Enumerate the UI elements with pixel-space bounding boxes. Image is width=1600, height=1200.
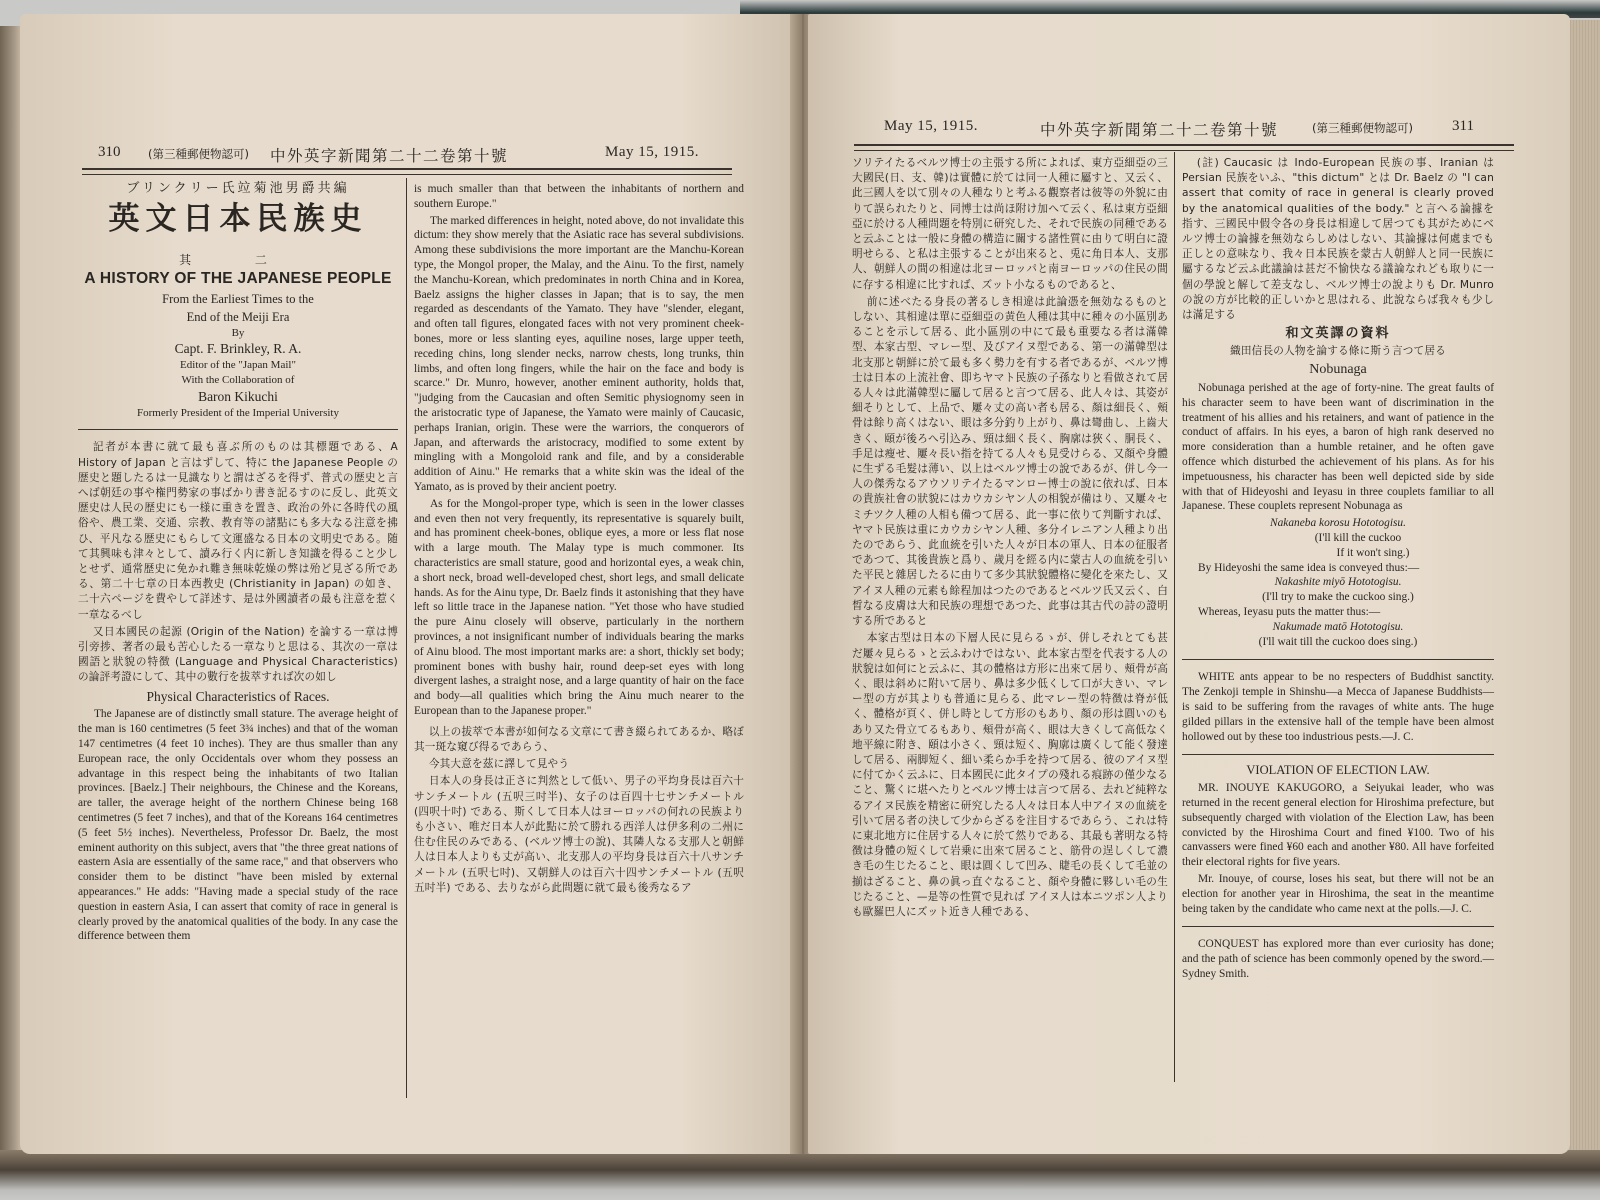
column-divider [406, 178, 407, 1098]
election-law-paragraph-2: Mr. Inouye, of course, loses his seat, but there will not be an election for another year in Hiroshima, the seat in the meantime being taken by the candidate who came next at the polls.—J. C. [1182, 872, 1494, 915]
right-page-edges [1566, 20, 1600, 1170]
translation-materials-subheading: 織田信長の人物を論する條に斯う言つて居る [1230, 345, 1446, 358]
intro-jp-paragraph-2: 又日本國民の起源 (Origin of the Nation) を論する一章は博引旁捗、著者の最も苦心したる一章なりと思はる、其次の一章は國語と狀貌の特徴 (Language and Physical Characteristics) の論評考證にして、其中の數行を拔萃すれば次の如し [78, 625, 398, 684]
physical-characteristics-text: The Japanese are of distinctly small stature. The average height of the man is 160 centimetres (5 feet 3¾ inches) and that of the woman 147 centimetres (4 feet 10 inches). They are thus smaller than any European race, the only Occidentals over whom they possess an advantage in this respect being the inhabitants of two Italian provinces. [Baelz.] Their neighbours, the Chinese and the Koreans, are taller, the average height of the northern Chinese being 168 centimetres (5 feet 7 inches), and that of the Koreans 164 centimetres (5 feet 5½ inches). Nevertheless, Professor Dr. Baelz, the most eminent authority on this subject, avers that "the three great nations of eastern Asia are essentially of the same race," and that observers who consider them to be distinct "have been misled by external appearances." He adds: "Having made a special study of the race question in eastern Asia, I can assert that comity of race in general is clearly proved by the anatomical qualities of the body. In any case the difference between them [78, 708, 398, 943]
couplet-3-intro: Whereas, Ieyasu puts the matter thus:— [1198, 605, 1381, 618]
subtitle-line-2: End of the Meiji Era [186, 310, 290, 325]
election-law-paragraph-1: MR. INOUYE KAKUGORO, a Seiyukai leader, who was returned in the recent general election for Hiroshima prefecture, but subsequently charged with violation of the Election Law, has been convicted by the Hiroshima Court and fined ¥100. Two of his canvassers were fined ¥60 each and another ¥80. All have forfeited their electoral rights for five years. [1182, 782, 1494, 869]
jp-editors: ブリンクリー氏竝菊池男爵共編 [126, 181, 350, 196]
col2-paragraph-2: The marked differences in height, noted above, do not invalidate this dictum: they show merely that the Asiatic race has several subdivisions. Among these subdivisions the more important are the Manchu-Korean type, the Mongol proper, the Malay, and the Ainu. To the first, namely the Manchu-Korean, which predominates in north China and in Korea, Baelz assigns the higher classes in Japan; that is to say, the men regarded as descendants of the Yamato. They have "slender, elegant, and often tall figures, elongated faces with not very prominent cheek-bones, more or less slanting eyes, aquiline noses, large upper teeth, receding chins, long slender necks, narrow chests, long trunks, thin limbs, and often long fingers, while the hair on the face and body is scarce." Dr. Munro, however, another eminent authority, holds that, "judging from the Caucasian and often Semitic physiognomy seen in the aristocratic type of Japanese, the Yamato were mainly of Caucasic, perhaps Iranian, origin. These were the warriors, the conquerors of Japan, and afterwards the aristocracy, modified to some extent by mingling with a Mongoloid rank and file, and by a considerable addition of Ainu." He remarks that a white skin was the ideal of the Yamato, as is proved by their ancient poetry. [414, 214, 744, 493]
col2-jp-paragraph-2: 今其大意を茲に譯して見やう [428, 758, 570, 771]
en-book-title: A HISTORY OF THE JAPANESE PEOPLE [84, 269, 392, 287]
header-rule [82, 168, 732, 170]
conquest-quote: CONQUEST has explored more than ever curiosity has done; and the path of science has been commonly opened by the sword.—Sydney Smith. [1182, 938, 1494, 980]
section-heading: Physical Characteristics of Races. [146, 688, 330, 704]
left-column-2 [414, 182, 744, 898]
collaboration-label: With the Collaboration of [181, 374, 295, 387]
nobunaga-text: Nobunaga perished at the age of forty-nine. The great faults of his character seem to have been want of discrimination in the treatment of his allies and his retainers, and want of patience in the conduct of affairs. In his eyes, a baron of high rank deserved no more consideration than a humble retainer, and he often gave offence which disturbed the achievement of his plans. As for his impetuousness, his character has been well depicted side by side with that of Hideyoshi and Ieyasu in three couplets familiar to all Japanese. These couplets represent Nobunaga as [1182, 382, 1494, 513]
intro-jp-paragraph-1: 記者が本書に就て最も喜ぶ所のものは其標題である、A History of Japan と言はずして、特に the Japanese People の歴史と題したるは一見識なりと謂はざるを得ず、普式の歴史と言へば朝廷の事や権門勢家の事ばかり書き記るすのに反し、此英文歴史は人民の歴史にも一様に重きを置き、政治の外に各時代の風俗や、農工業、交通、宗教、教育等の諸點にも多大なる注意を拂ひ、平凡なる歴史にもらして文運盛なる日本の文明史である。随て其興味も津々として、讀み行く内に新しき知識を得ること少しとせず、通常歴史に免かれ難き無味乾燥の弊は殆ど見ざる所である、第二十七章の日本西教史 (Christianity in Japan) の如き、二十六ページを費やして詳述す、是は外國讀者の最も注意を惹く一章なるべし [78, 441, 398, 621]
issue-date: May 15, 1915. [884, 118, 978, 134]
rcol1-jp-paragraph-2: 前に述べたる身長の著るしき相違は此論憑を無効なるものとしない、其相違は單に亞細亞の黄色人種は其中に種々の小區別あることを示して居る、此小區別の中にて最も重要なる者は滿韓型、本家古型、マレー型、及びアイヌ型である、第一の滿韓型は北支那と朝鮮に於て最も多く勢力を有する者であるが、ベルツ博士は日本の上流社會、即ちヤマト民族の子孫なりと看做されて居る人々は此滿韓型に屬して居ると言つて居る、此人々は、其姿が細そりとして、上品で、屢々丈の高い者も居る、顏は細長く、頰骨は餘り高くはない、眼は多分釣り上がり、鼻は彎曲し、上齒大きく、頤が後ろへ引込み、頸は細く長く、胸廓は狹く、胴長く、手足は瘦せ、屢々長い指を持てる人々も見受けらる、又顏や身體に生ずる毛髮は薄い、以上はベルツ博士の說であるが、併し今一人の傑秀なるアウソリテイたるマンロー博士の說に依れば、日本の貴族社會の狀貌にはカウカシヤン人の相貌が備はり、又屢々セミチツク人種の人相も備つて居る、此一事に依りて判斷すれば、ヤマト民族は重にカウカシヤン人種、多分イレニアン人種より出たのであらう、此血統を引いた人々が日本の軍人、日本の征服者であつて、其後貴族と爲り、歲月を經る内に蒙古人の血統を引いた平民と雜居したるに由りて多少其狀貌體格に變化を來たし、又アイヌ人種の元素も餘程加はつたのであるとベルツ氏又云く、白晳なる皮膚は大和民族の理想であつた、此事は其古代の詩の證明する所であると [852, 295, 1168, 628]
rcol1-jp-paragraph-3: 本家古型は日本の下層人民に見らるゝが、併しそれとても甚だ屢々見らるゝと云ふわけではない、此本家古型を代表する人の狀貌は如何にと云ふに、其の體格は方形に出來て居り、頰骨が高く、眼は斜めに附いて居り、鼻は多少低くして口が大きい、マレー型の方が其よりも普通に見らる、此マレー型の特徴は脊が低く、體格が頁く、併し時として方形のもあり、顏の形は圓いのもあり又た骨立てるもあり、頰骨が高く、眼は大きくして高低なく地平線に附き、頤は小さく、頸は短く、胸廓は廣くして能く發達して居る、兩脚短く、細い柔らか手を持つて居る、彼のアイヌ型に付てかく云ふに、日本國民に此タイプの殘れる痕跡の僅少なること、驚くに堪へたりとベルツ博士は言つて居る、去れど純粹なるアイヌ民族を精密に研究したる人々は日本人中アイヌの血統を引いて居る者の決して少からざるを注目するであらう、これは特に東北地方に住居する人々に於て然りである、其最も著明なる特徴は身體の短くして岩乗に出來て居ること、筋骨の逞しくして濃き毛の生じたること、眼は圓くして凹み、睫毛の長くして毛並の揃はざること、鼻の眞っ直ぐなること、顏や身體に夥しい毛の生じたること、—是等の性質で見れば アイヌ人は本ニツポン人よりも歐羅巴人にズット近き人種である、 [852, 632, 1168, 918]
translator-note: (註) Caucasic は Indo-European 民族の事、Iranian は Persian 民族をいふ、"this dictum" とは Dr. Baelz の "I can assert that comity of race in general is clearly proved by the anatomical qualities of the body." と言へる論據を指す、三國民中假令各の身長は相違して居つても其がためにベルツ博士の論據を無効ならしめはしない、其論據は何處までも正しとの意味なり、我々日本民族を蒙古人朝鮮人と同一民族に屬するなど云ふ此議論は甚だ不愉快なる議論なれども取りに一個の學說と解して差支なし、ベルツ博士の說よりも Dr. Munro の說の方が比較的正しいかと思はれる、此說ならば我々も少しは滿足する [1182, 157, 1494, 322]
coauthor-role: Formerly President of the Imperial University [137, 407, 339, 420]
header-rule [854, 144, 1514, 146]
couplet-3-english: (I'll wait till the cuckoo does sing.) [1258, 635, 1418, 648]
col2-paragraph-3: As for the Mongol-proper type, which is seen in the lower classes and even then not very frequently, its representative is squarely built, and has prominent cheek-bones, oblique eyes, a more or less flat nose with a large mouth. The Malay type is much commoner. Its characteristics are small stature, good and horizontal eyes, a weak chin, a short neck, broad well-developed chest, short legs, and small delicate hands. As for the Ainu type, Dr. Baelz finds it astonishing that they have left so little trace in the Japanese nation. "Yet those who have studied the pure Ainu closely will observe, particularly in the northern provinces, a not insignificant number of individuals bearing the marks of Ainu blood. The most important marks are: a short, thickly set body; prominent bones with bushy hair, round deep-set eyes with long divergent lashes, a straight nose, and a large quantity of hair on the face and body—all qualities which bring the Ainu much nearer to the European than to the Japanese proper." [414, 497, 744, 717]
section-rule [1182, 754, 1494, 755]
left-column-1 [78, 182, 398, 946]
col2-jp-paragraph-1: 以上の拔萃で本書が如何なる文章にて書き綴られてあるか、略ぼ其一斑な窺び得るであらう、 [414, 725, 744, 753]
couplet-1-english-line-2: If it won't sing.) [1336, 546, 1410, 559]
author-role: Editor of the "Japan Mail" [180, 359, 296, 372]
col2-jp-paragraph-3: 日本人の身長は正さに判然として低い、男子の平均身長は百六十サンチメートル (五呎三吋半)、女子のは百四十七サンチメートル (四呎十吋) である、斯くして日本人はヨーロッパの何れの民族よりも小さい、唯だ日本人が此點に於て勝れる西洋人は伊多利の二州に住む住民のみである、(ベルツ博士の說)、其隣人なる支那人と朝鮮人は日本人よりも丈が高い、北支那人の平均身長は百六十八サンチメートル (五呎七吋)、又朝鮮人のは百六十四サンチメートル (五呎五吋半) である、去りながら此問題に就て最も後秀なるア [414, 775, 744, 894]
postal-permit: (第三種郵便物認可) [1312, 121, 1413, 135]
jp-book-title: 英文日本民族史 [108, 200, 368, 237]
rcol1-jp-paragraph-1: ソリテイたるベルツ博士の主張する所によれば、東方亞細亞の三大國民(日、支、韓)は實體に於ては同一人種に屬すと、又云く、此三國人を以て別々の人種なりと考ふる觀察者は彼等の外貌に由りて誤られたりと、同博士は尚ほ附け加へて云く、私は東方亞細亞に於ける人種問題を特別に研究した、それで民族の同種であると云ふことは一般に身體の構造に關する諸性質に由りて明白に證明せらる、と私は主張することが出來ると、兎に角日本人、支那人、朝鮮人の間の相違は北ヨーロッパと南ヨーロッパの住民の間に存する相違に比すれば、ズット小なるものであると、 [852, 157, 1168, 291]
election-law-heading: VIOLATION OF ELECTION LAW. [1246, 763, 1430, 778]
section-rule [1182, 659, 1494, 660]
nobunaga-heading: Nobunaga [1309, 362, 1367, 378]
right-page [808, 14, 1570, 1154]
right-column-1 [852, 156, 1168, 922]
part-number: 其 二 [179, 252, 297, 267]
author-name: Capt. F. Brinkley, R. A. [174, 341, 302, 357]
page-number: 310 [98, 144, 121, 160]
left-page [20, 14, 798, 1154]
couplet-3-japanese: Nakumade matō Hototogisu. [1272, 620, 1404, 633]
couplet-2-japanese: Nakashite miyō Hototogisu. [1274, 576, 1402, 589]
right-column-2 [1182, 156, 1494, 984]
book-cover-bottom [0, 1150, 1600, 1200]
header-rule-thin [82, 174, 732, 175]
coauthor-name: Baron Kikuchi [198, 389, 278, 405]
section-rule [1182, 926, 1494, 927]
couplet-2-english: (I'll try to make the cuckoo sing.) [1262, 591, 1414, 604]
couplet-1-english-line-1: (I'll kill the cuckoo [1314, 532, 1402, 544]
couplet-2-intro: By Hideyoshi the same idea is conveyed thus:— [1198, 561, 1420, 574]
title-block-rule [78, 429, 398, 430]
journal-title: 中外英字新聞第二十二卷第十號 [1040, 121, 1279, 139]
journal-title: 中外英字新聞第二十二卷第十號 [270, 147, 509, 165]
col2-continuation: is much smaller than that between the inhabitants of northern and southern Europe." [414, 183, 744, 210]
header-rule-thin [854, 150, 1514, 151]
translation-materials-heading: 和文英譯の資料 [1285, 326, 1391, 342]
white-ants-item: WHITE ants appear to be no respecters of Buddhist sanctity. The Zenkoji temple in Shinshu—a Mecca of Japanese Buddhists—is said to be suffering from the ravages of white ants. The huge gilded pillars in the extensive hall of the temple have been almost hollowed out by these too industrious pests.—J. C. [1182, 671, 1494, 743]
subtitle-line-1: From the Earliest Times to the [162, 292, 314, 307]
column-divider [1174, 152, 1175, 1082]
page-number: 311 [1452, 118, 1474, 134]
couplet-1-japanese: Nakaneba korosu Hototogisu. [1270, 517, 1406, 530]
by-label: By [231, 327, 245, 340]
issue-date: May 15, 1915. [605, 144, 699, 160]
postal-permit: (第三種郵便物認可) [148, 147, 249, 161]
